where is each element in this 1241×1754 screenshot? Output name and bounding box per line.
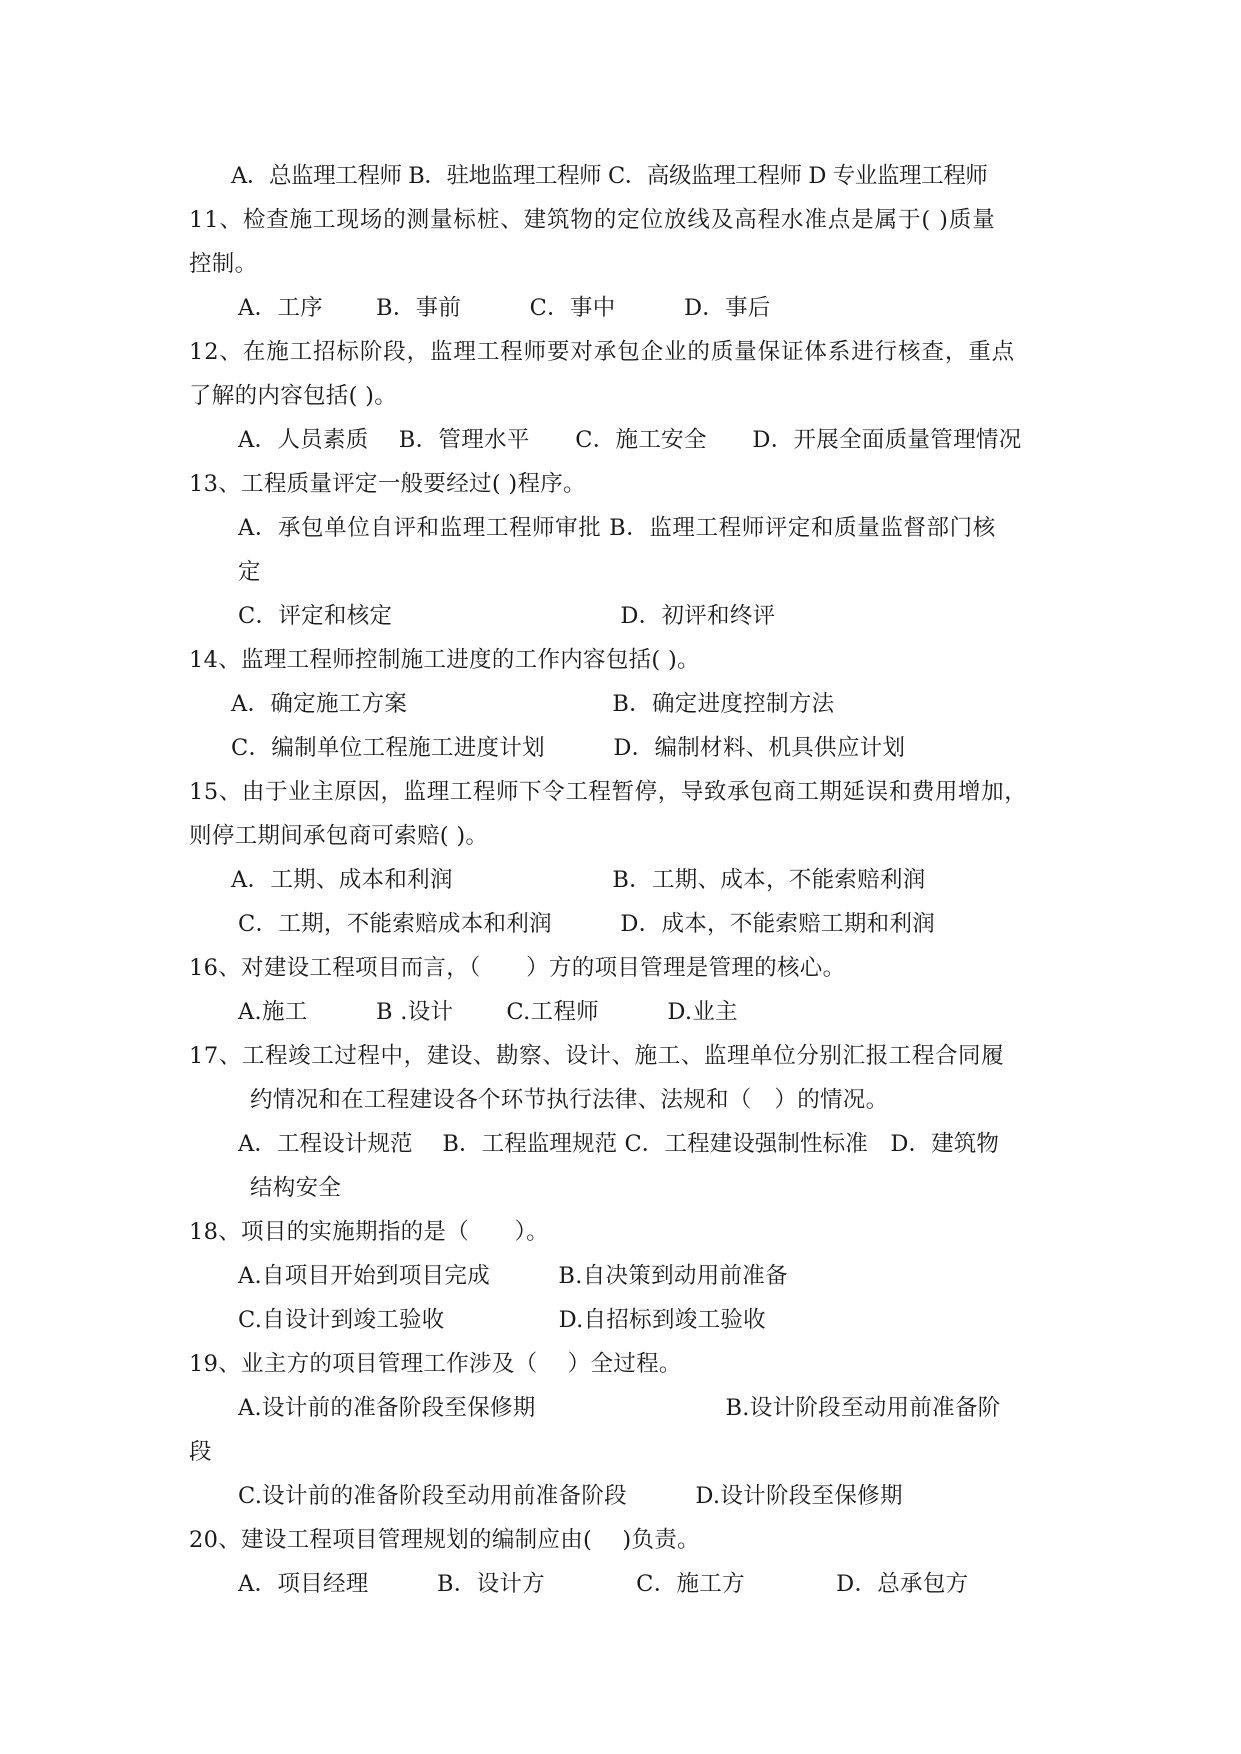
q19-options-ab-cont: 段 [189,1439,212,1465]
q12-options: A．人员素质 B．管理水平 C．施工安全 D．开展全面质量管理情况 [238,427,1022,453]
q11-options: A．工序 B．事前 C．事中 D．事后 [238,295,771,321]
q19-question: 19、业主方的项目管理工作涉及（ ）全过程。 [189,1351,682,1377]
q18-options-cd: C.自设计到竣工验收 D.自招标到竣工验收 [238,1307,766,1333]
q19-options-cd: C.设计前的准备阶段至动用前准备阶段 D.设计阶段至保修期 [238,1483,903,1509]
q14-options-cd: C．编制单位工程施工进度计划 D．编制材料、机具供应计划 [231,735,906,761]
q15-question: 15、由于业主原因，监理工程师下令工程暂停，导致承包商工期延误和费用增加， [189,779,1028,805]
q18-options-ab: A.自项目开始到项目完成 B.自决策到动用前准备 [238,1263,788,1289]
q17-options-cont: 结构安全 [250,1175,342,1201]
q17-question-cont: 约情况和在工程建设各个环节执行法律、法规和（ ）的情况。 [250,1087,889,1113]
q18-question: 18、项目的实施期指的是（ ）。 [189,1219,549,1245]
q13-options-cd: C．评定和核定 D．初评和终评 [238,603,776,629]
q20-question: 20、建设工程项目管理规划的编制应由( )负责。 [189,1527,700,1553]
q15-options-ab: A．工期、成本和利润 B．工期、成本，不能索赔利润 [231,867,926,893]
q15-question-cont: 则停工期间承包商可索赔( )。 [189,823,489,849]
q13-options-ab-cont: 定 [238,559,261,585]
q16-question: 16、对建设工程项目而言，（ ）方的项目管理是管理的核心。 [189,955,846,981]
q11-question: 11、检查施工现场的测量标桩、建筑物的定位放线及高程水准点是属于( )质量 [189,207,996,233]
q14-question: 14、监理工程师控制施工进度的工作内容包括( )。 [189,647,700,673]
q10-options: A．总监理工程师 B．驻地监理工程师 C．高级监理工程师 D 专业监理工程师 [231,163,988,189]
q13-options-ab: A．承包单位自评和监理工程师审批 B．监理工程师评定和质量监督部门核 [238,515,996,541]
q15-options-cd: C．工期，不能索赔成本和利润 D．成本，不能索赔工期和利润 [238,911,936,937]
q11-question-cont: 控制。 [189,251,258,277]
q17-options: A．工程设计规范 B．工程监理规范 C．工程建设强制性标准 D．建筑物 [238,1131,999,1157]
q20-options: A．项目经理 B．设计方 C．施工方 D．总承包方 [238,1571,969,1597]
q14-options-ab: A．确定施工方案 B．确定进度控制方法 [231,691,835,717]
q17-question: 17、工程竣工过程中，建设、勘察、设计、施工、监理单位分别汇报工程合同履 [189,1043,1005,1069]
q16-options: A.施工 B .设计 C.工程师 D.业主 [238,999,738,1025]
q13-question: 13、工程质量评定一般要经过( )程序。 [189,471,586,497]
q12-question: 12、在施工招标阶段，监理工程师要对承包企业的质量保证体系进行核查，重点 [189,339,1016,365]
q19-options-ab: A.设计前的准备阶段至保修期 B.设计阶段至动用前准备阶 [238,1395,1001,1421]
q12-question-cont: 了解的内容包括( )。 [189,383,398,409]
